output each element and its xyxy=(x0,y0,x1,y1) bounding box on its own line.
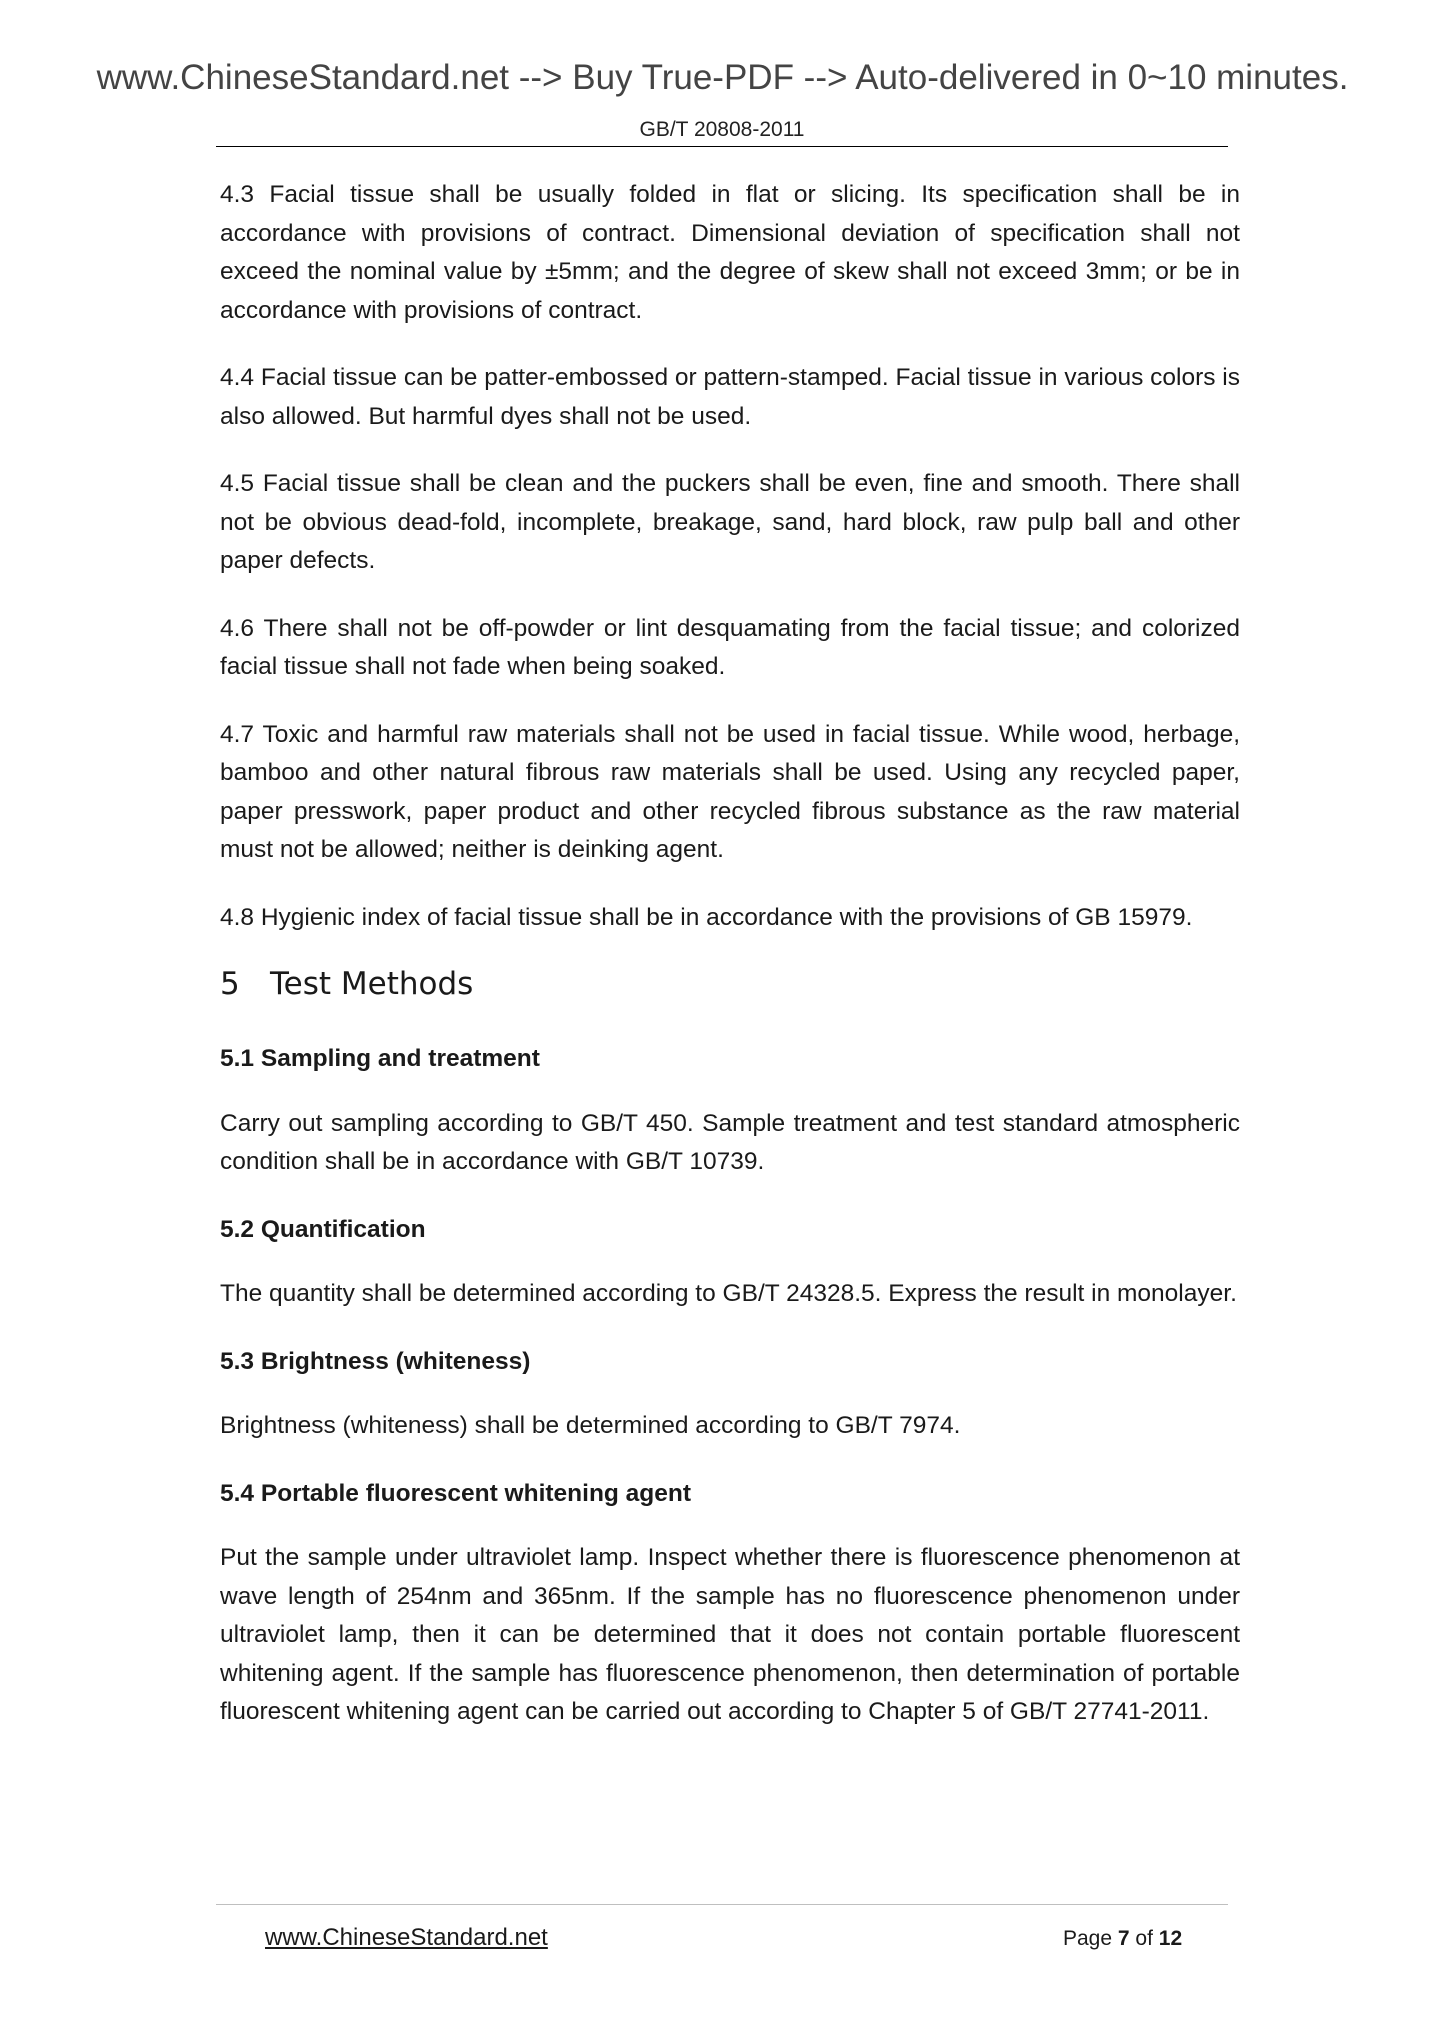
page-current: 7 xyxy=(1117,1927,1130,1950)
clause-4-4: 4.4 Facial tissue can be patter-embossed or pattern-stamped. Facial tissue in various colors is also allowed. But harmful dyes shall not be used. xyxy=(220,364,1240,430)
subsection-5-4-heading: 5.4 Portable fluorescent whitening agent xyxy=(220,1479,692,1507)
subsection-5-4-body: Put the sample under ultraviolet lamp. Inspect whether there is fluorescence phenomenon at wave length of 254nm and 365nm. If the sample has no fluorescence phenomenon under ultraviolet lamp, then it can be determined that it does not contain portable fluorescent whitening agent. If the sample has fluorescence phenomenon, then determination of portable fluorescent whitening agent can be carried out according to Chapter 5 of GB/T 27741-2011. xyxy=(220,1544,1240,1725)
section-number: 5 xyxy=(220,966,240,1002)
section-title: Test Methods xyxy=(270,966,474,1002)
page-content xyxy=(220,176,1240,1761)
clause-4-5: 4.5 Facial tissue shall be clean and the puckers shall be even, fine and smooth. There shall not be obvious dead-fold, incomplete, breakage, sand, hard block, raw pulp ball and other paper defects. xyxy=(220,470,1240,574)
subsection-5-2-body: The quantity shall be determined according to GB/T 24328.5. Express the result in monolayer. xyxy=(220,1280,1237,1307)
clause-4-7: 4.7 Toxic and harmful raw materials shall not be used in facial tissue. While wood, herbage, bamboo and other natural fibrous raw materials shall be used. Using any recycled paper, paper presswork, paper product and other recycled fibrous substance as the raw material must not be allowed; neither is deinking agent. xyxy=(220,720,1240,863)
section-5-heading xyxy=(220,966,1240,1002)
clause-4-3: 4.3 Facial tissue shall be usually folded in flat or slicing. Its specification shall be in accordance with provisions of contract. Dimensional deviation of specification shall not exceed the nominal value by ±5mm; and the degree of skew shall not exceed 3mm; or be in accordance with provisions of contract. xyxy=(220,181,1240,324)
clause-4-8: 4.8 Hygienic index of facial tissue shall be in accordance with the provisions of GB 15979. xyxy=(220,903,1193,931)
subsection-5-3-heading: 5.3 Brightness (whiteness) xyxy=(220,1347,531,1375)
subsection-5-1-heading: 5.1 Sampling and treatment xyxy=(220,1045,540,1072)
top-banner: www.ChineseStandard.net --> Buy True-PDF --> Auto-delivered in 0~10 minutes. xyxy=(96,58,1349,97)
clause-4-6: 4.6 There shall not be off-powder or lint desquamating from the facial tissue; and colorized facial tissue shall not fade when being soaked. xyxy=(220,614,1240,680)
footer-rule xyxy=(216,1904,1228,1905)
subsection-5-2-heading: 5.2 Quantification xyxy=(220,1215,426,1243)
footer-website-link[interactable]: www.ChineseStandard.net xyxy=(265,1924,548,1951)
page-total: 12 xyxy=(1158,1927,1183,1950)
subsection-5-3-body: Brightness (whiteness) shall be determined according to GB/T 7974. xyxy=(220,1412,961,1439)
subsection-5-1-body: Carry out sampling according to GB/T 450. Sample treatment and test standard atmospheric condition shall be in accordance with GB/T 10739. xyxy=(220,1109,1240,1175)
page-number xyxy=(1063,1927,1182,1951)
header-rule xyxy=(216,146,1228,147)
page-label: Page xyxy=(1063,1927,1113,1950)
page-of: of xyxy=(1135,1927,1153,1950)
standard-code-header: GB/T 20808-2011 xyxy=(639,118,805,141)
